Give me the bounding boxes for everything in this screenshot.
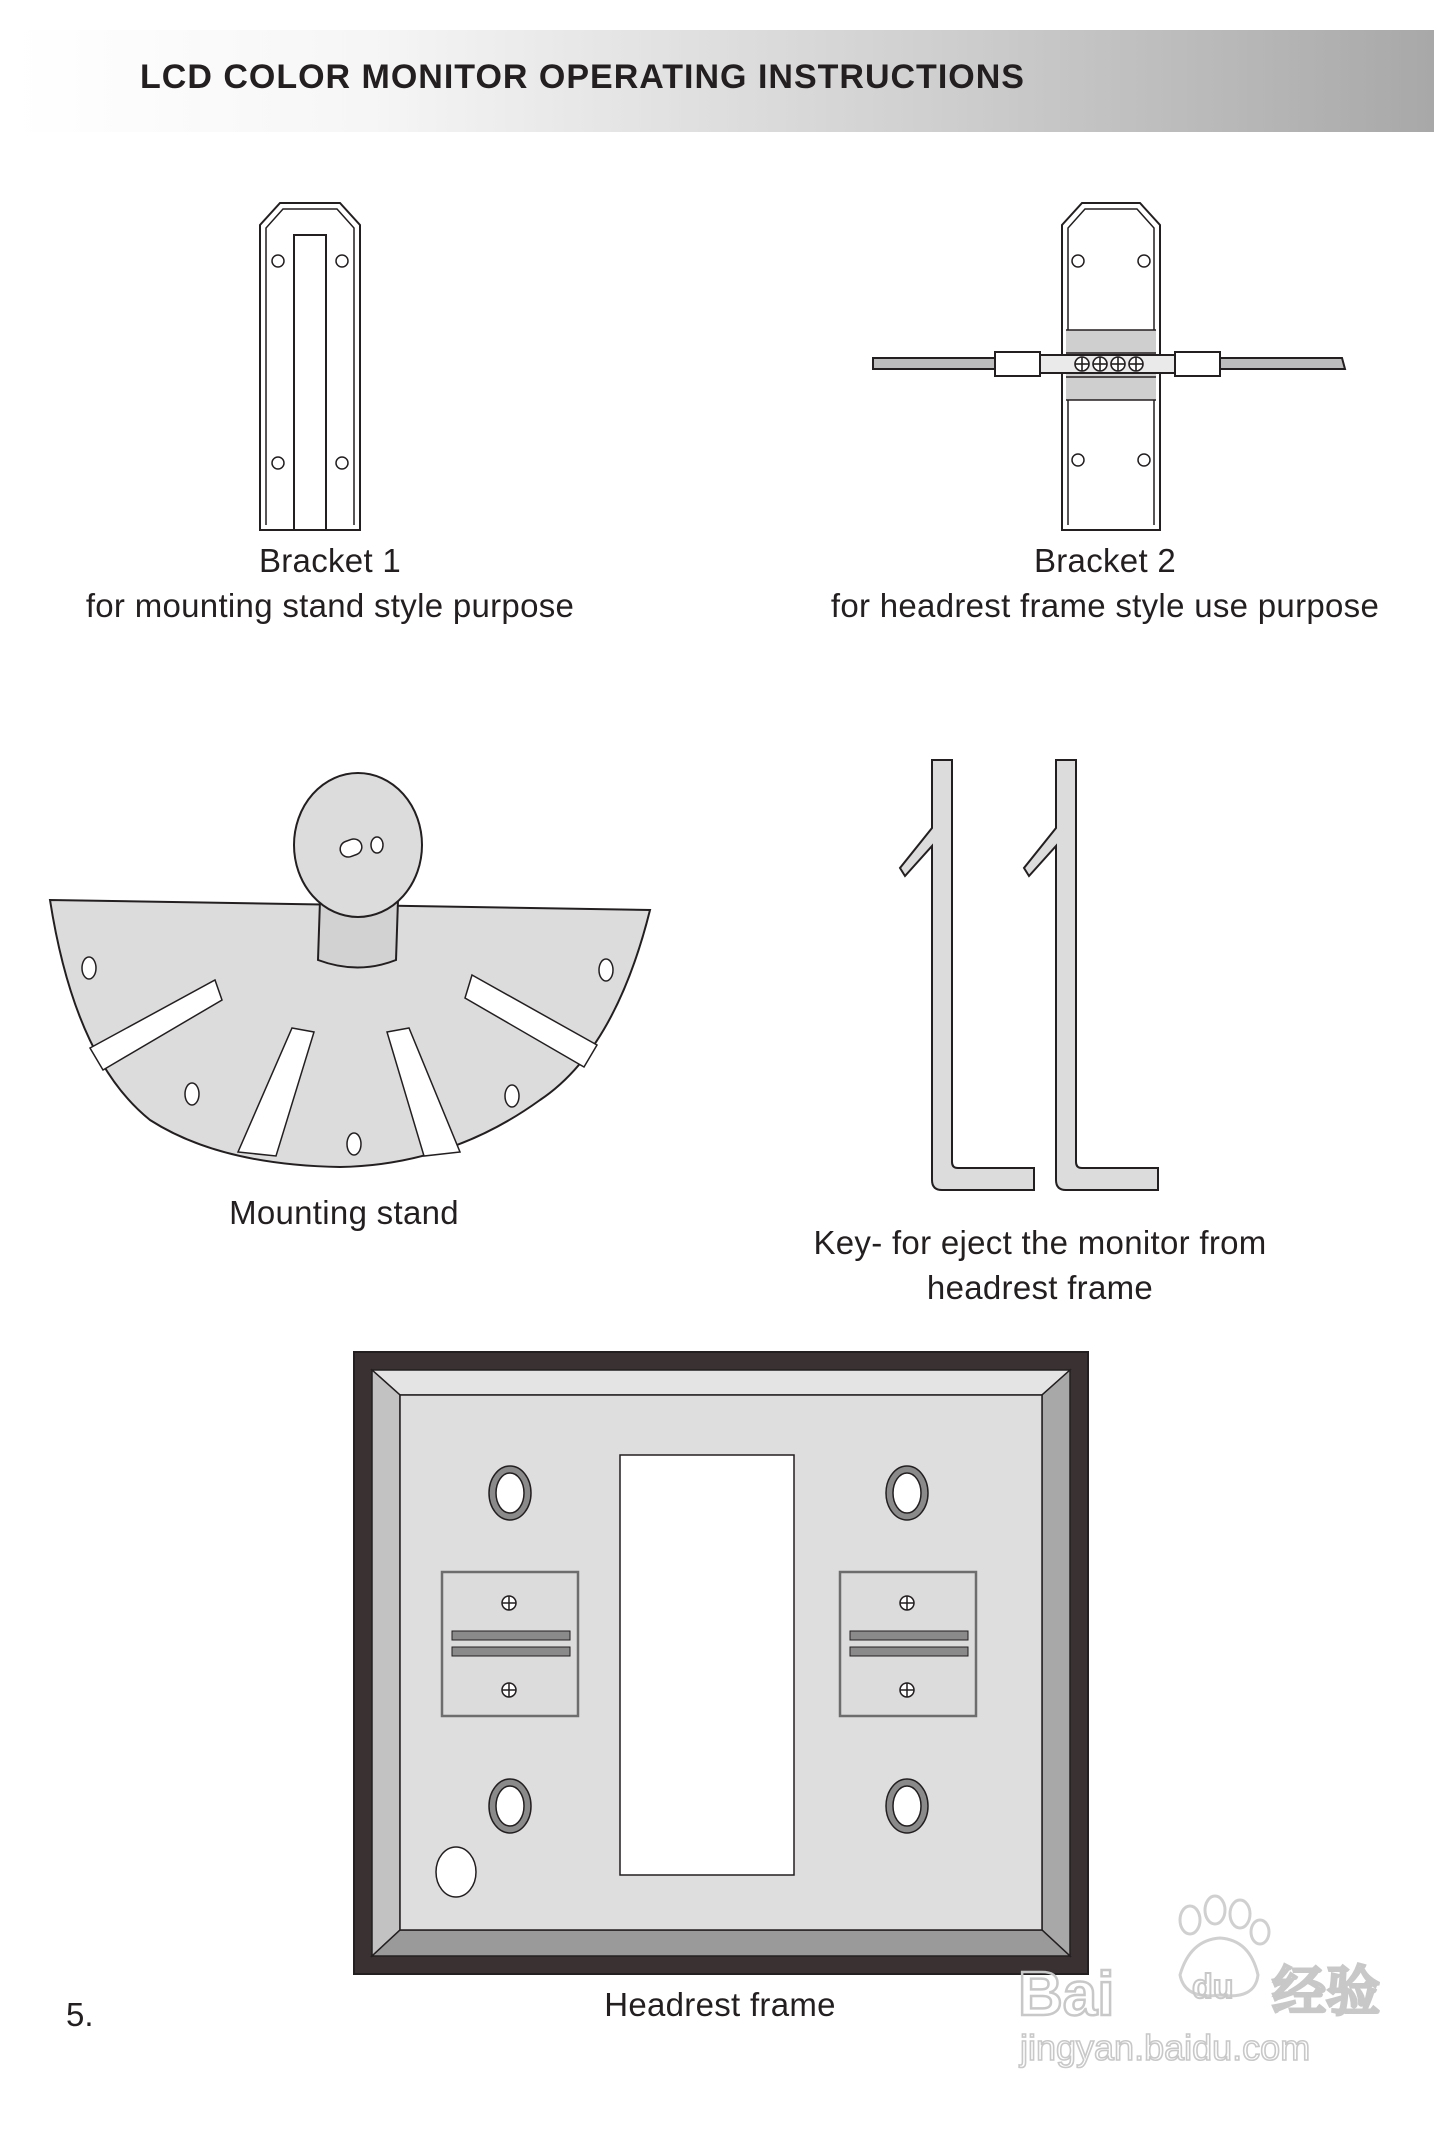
svg-text:jingyan.baidu.com: jingyan.baidu.com <box>1020 2027 1311 2068</box>
key-caption-line-1: Key- for eject the monitor from <box>813 1224 1267 1261</box>
page-title: LCD COLOR MONITOR OPERATING INSTRUCTIONS <box>140 58 1025 96</box>
headrest-frame-illustration <box>352 1350 1092 1980</box>
page-number: 5. <box>66 1996 94 2033</box>
svg-text:Bai: Bai <box>1018 1960 1115 2029</box>
bracket-2-caption <box>800 538 1410 628</box>
svg-text:du: du <box>1192 1968 1234 2006</box>
bracket-2-name: Bracket 2 <box>1033 542 1177 579</box>
bracket-2-purpose: for headrest frame style use purpose <box>830 587 1380 624</box>
key-illustration <box>880 750 1180 1200</box>
mounting-stand-name: Mounting stand <box>229 1194 459 1231</box>
svg-text:经验: 经验 <box>1272 1960 1380 2023</box>
bracket-1-caption <box>30 538 630 628</box>
key-caption <box>760 1220 1320 1310</box>
headrest-frame-name: Headrest frame <box>604 1986 836 2023</box>
mounting-stand-illustration <box>40 760 660 1180</box>
key-caption-line-2: headrest frame <box>926 1269 1154 1306</box>
headrest-frame-caption <box>420 1982 1020 2027</box>
bracket-1-illustration <box>250 195 370 535</box>
mounting-stand-caption <box>44 1190 644 1235</box>
bracket-2-illustration <box>870 195 1350 540</box>
baidu-jingyan-watermark <box>1010 1880 1410 2070</box>
bracket-1-purpose: for mounting stand style purpose <box>85 587 575 624</box>
bracket-1-name: Bracket 1 <box>258 542 402 579</box>
